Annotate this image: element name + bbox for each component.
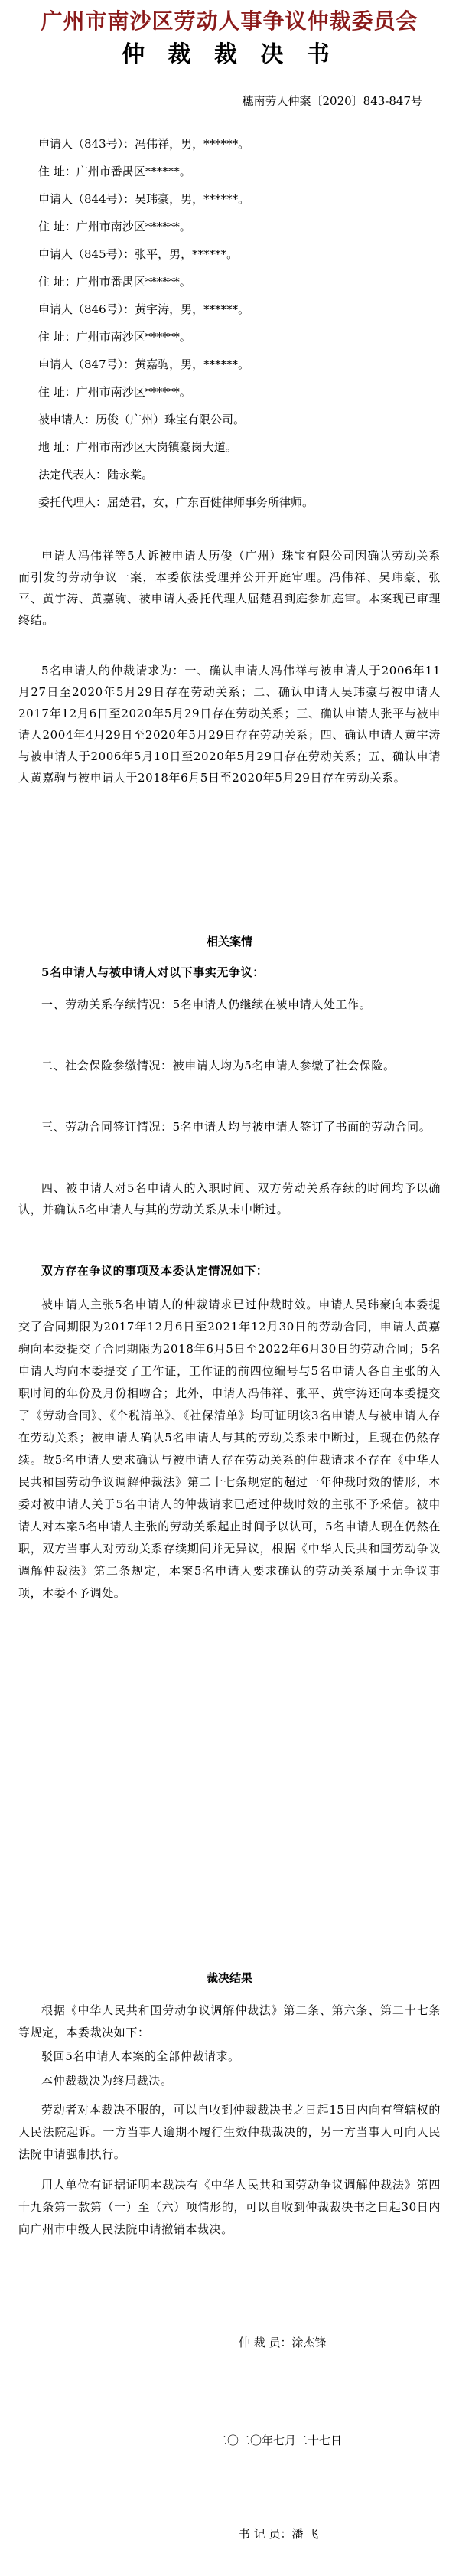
- party-line: 申请人（845号）：张平，男，******。: [38, 247, 239, 261]
- dispute-heading: 双方存在争议的事项及本委认定情况如下：: [41, 1264, 269, 1278]
- document-title: 仲 裁 裁 决 书: [122, 41, 337, 68]
- decision-item: 驳回5名申请人本案的全部仲裁请求。: [41, 2049, 240, 2063]
- judgment-date: 二〇二〇年七月二十七日: [216, 2434, 343, 2447]
- party-line: 申请人（843号）：冯伟祥，男，******。: [38, 137, 250, 151]
- party-line: 住 址：广州市番禺区******。: [38, 165, 191, 178]
- party-line: 地 址：广州市南沙区大岗镇豪岗大道。: [38, 440, 237, 454]
- fact-item: 三、劳动合同签订情况：5名申请人均与被申请人签订了书面的劳动合同。: [41, 1120, 431, 1134]
- appeal-paragraph: 劳动者对本裁决不服的，可以自收到仲裁裁决书之日起15日内向有管辖权的人民法院起诉。一方当事人逾期不履行生效仲裁裁决的，另一方当事人可向人民法院申请强制执行。: [18, 2103, 441, 2161]
- case-number: 穗南劳人仲案〔2020〕843-847号: [242, 94, 422, 108]
- clerk-signature: 书 记 员：潘 飞: [239, 2527, 319, 2541]
- party-line: 住 址：广州市南沙区******。: [38, 385, 191, 399]
- result-heading: 裁决结果: [206, 1971, 252, 1985]
- party-line: 被申请人：历俊（广州）珠宝有限公司。: [38, 413, 246, 426]
- facts-subheading: 5名申请人与被申请人对以下事实无争议：: [41, 965, 265, 979]
- party-line: 申请人（844号）：吴玮豪，男，******。: [38, 192, 250, 206]
- fact-item: 一、劳动关系存续情况：5名申请人仍继续在被申请人处工作。: [41, 997, 372, 1011]
- facts-heading: 相关案情: [206, 935, 252, 948]
- organization-name: 广州市南沙区劳动人事争议仲裁委员会: [41, 8, 418, 34]
- revoke-paragraph: 用人单位有证据证明本裁决有《中华人民共和国劳动争议调解仲裁法》第四十九条第一款第（一）至（六）项情形的，可以自收到仲裁裁决书之日起30日内向广州市中级人民法院申请撤销本裁决。: [18, 2178, 441, 2236]
- party-line: 申请人（846号）：黄宇涛，男，******。: [38, 302, 250, 316]
- party-line: 住 址：广州市番禺区******。: [38, 275, 191, 289]
- party-line: 法定代表人：陆永棠。: [38, 468, 154, 482]
- dispute-paragraph: 被申请人主张5名申请人的仲裁请求已过仲裁时效。申请人吴玮豪向本委提交了合同期限为2017年12月6日至2021年12月30日的劳动合同，申请人黄嘉驹向本委提交了合同期限为2018年6月5日至2022年6月30日的劳动合同；5名申请人均向本委提交了工作证，工作证的前四位编号与5名申请人各自主张的入职时间的年份及月份相吻合；此外，申请人冯伟祥、张平、黄宇涛还向本委提交了《劳动合同》、《个税清单》、《社保清单》均可证明该3名申请人与被申请人存在劳动关系；被申请人确认5名申请人与其的劳动关系未中断过，且现在仍然存续。故5名申请人要求确认与被申请人存在劳动关系的仲裁请求不存在《中华人民共和国劳动争议调解仲裁法》第二十七条规定的超过一年仲裁时效的情形，本委对被申请人关于5名申请人的仲裁请求已超过仲裁时效的主张不予采信。被申请人对本案5名申请人主张的劳动关系起止时间予以认可，5名申请人现在仍然在职，双方当事人对劳动关系存续期间并无异议，根据《中华人民共和国劳动争议调解仲裁法》第二条规定，本案5名申请人要求确认的劳动关系属于无争议事项，本委不予调处。: [18, 1298, 441, 1600]
- fact-item: 四、被申请人对5名申请人的入职时间、双方劳动关系存续的时间均予以确认，并确认5名申请人与其的劳动关系从未中断过。: [18, 1181, 441, 1216]
- intro-paragraph: 申请人冯伟祥等5人诉被申请人历俊（广州）珠宝有限公司因确认劳动关系而引发的劳动争议一案，本委依法受理并公开开庭审理。冯伟祥、吴玮豪、张平、黄宇涛、黄嘉驹、被申请人委托代理人屈楚君到庭参加庭审。本案现已审理终结。: [18, 549, 441, 627]
- claims-paragraph: 5名申请人的仲裁请求为：一、确认申请人冯伟祥与被申请人于2006年11月27日至2020年5月29日存在劳动关系；二、确认申请人吴玮豪与被申请人2017年12月6日至2020年5月29日存在劳动关系；三、确认申请人张平与被申请人2004年4月29日至2020年5月29日存在劳动关系；四、确认申请人黄宇涛与被申请人于2006年5月10日至2020年5月29日存在劳动关系；五、确认申请人黄嘉驹与被申请人于2018年6月5日至2020年5月29日存在劳动关系。: [18, 664, 441, 785]
- party-line: 住 址：广州市南沙区******。: [38, 220, 191, 233]
- party-line: 住 址：广州市南沙区******。: [38, 330, 191, 344]
- result-basis: 根据《中华人民共和国劳动争议调解仲裁法》第二条、第六条、第二十七条等规定，本委裁决如下：: [18, 2003, 441, 2039]
- arbitrator-signature: 仲 裁 员：涂杰锋: [239, 2336, 327, 2349]
- party-line: 申请人（847号）：黄嘉驹，男，******。: [38, 358, 250, 371]
- fact-item: 二、社会保险参缴情况：被申请人均为5名申请人参缴了社会保险。: [41, 1059, 396, 1073]
- party-line: 委托代理人：屈楚君，女，广东百健律师事务所律师。: [38, 495, 314, 509]
- decision-item: 本仲裁裁决为终局裁决。: [41, 2074, 173, 2088]
